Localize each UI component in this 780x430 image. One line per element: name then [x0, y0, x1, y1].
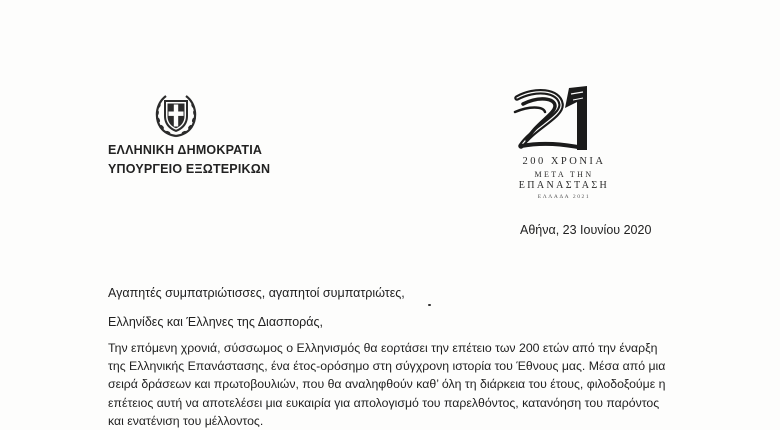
salutation-line-1: Αγαπητές συμπατριώτισσες, αγαπητοί συμπατριώτες,: [108, 286, 405, 300]
paragraph-line: Την επόμενη χρονιά, σύσσωμος ο Ελληνισμός θα εορτάσει την επέτειο των 200 ετών από την έναρξη: [108, 341, 658, 355]
revolution-200-logo-icon: [513, 84, 613, 158]
paragraph-line: της Ελληνικής Επανάστασης, ένα έτος-ορόσημο στη σύγχρονη ιστορία του Έθνους μας. Μέσα από μια: [108, 359, 666, 374]
ministry-name: ΥΠΟΥΡΓΕΙΟ ΕΞΩΤΕΡΙΚΩΝ: [108, 162, 271, 176]
logo-line-revolution: ΕΠΑΝΑΣΤΑΣΗ: [518, 180, 610, 191]
paragraph-line: επέτειος αυτή να αποτελέσει μια ευκαιρία για απολογισμό του παρελθόντος, κατανόηση του παρόντος: [108, 395, 660, 410]
logo-line-greece: ΕΛΛΑΔΑ 2021: [537, 194, 591, 200]
paragraph-line: σειρά δράσεων και πρωτοβουλιών, που θα αναληφθούν καθ’ όλη τη διάρκεια του έτους, φιλοδοξούμε η: [108, 377, 666, 392]
scan-speck: [428, 304, 431, 306]
logo-line-after: ΜΕΤΑ ΤΗΝ: [534, 170, 594, 179]
coat-of-arms-icon: [152, 92, 200, 140]
country-name: ΕΛΛΗΝΙΚΗ ΔΗΜΟΚΡΑΤΙΑ: [108, 143, 263, 157]
logo-line-years: 200 ΧΡΟΝΙΑ: [522, 156, 606, 167]
salutation-line-2: Ελληνίδες και Έλληνες της Διασποράς,: [108, 315, 323, 329]
body-paragraph: [108, 339, 666, 430]
letter-date: Αθήνα, 23 Ιουνίου 2020: [520, 223, 652, 237]
paragraph-line: και ενατένιση του μέλλοντος.: [108, 413, 264, 428]
